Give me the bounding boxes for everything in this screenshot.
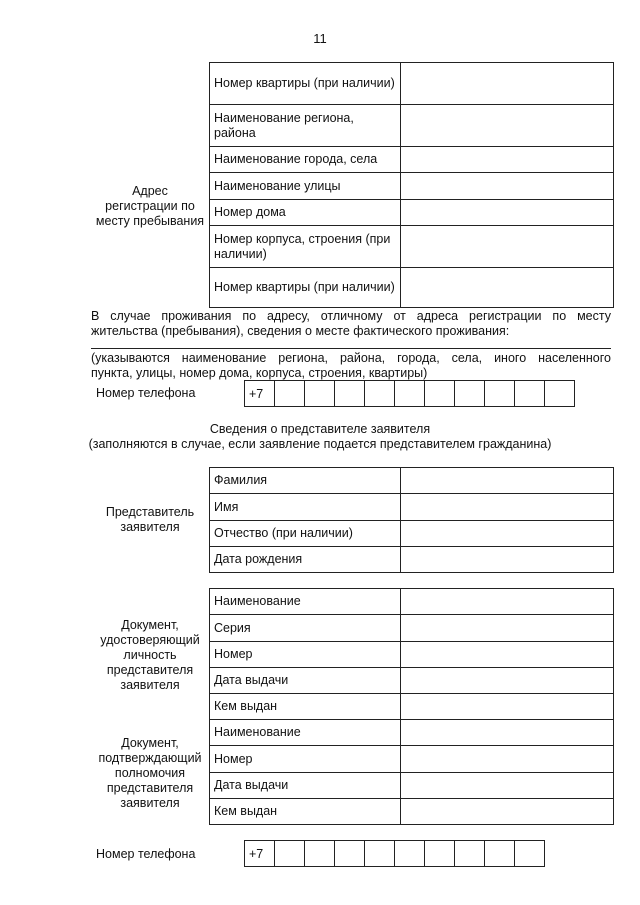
phone-digit-box[interactable] (485, 841, 515, 867)
side-label-line: Документ, (121, 736, 179, 750)
phone-digit-box[interactable] (515, 381, 545, 407)
phone-digit-box[interactable] (305, 381, 335, 407)
representative-section-title: Сведения о представителе заявителя (209, 422, 431, 436)
phone-digit-box[interactable] (515, 841, 545, 867)
side-label-line: личность (123, 648, 177, 662)
side-label-line: регистрации по (105, 199, 195, 213)
side-label-line: подтверждающий (98, 751, 202, 765)
row-label: Номер дома (210, 200, 401, 226)
side-label-line: заявителя (120, 520, 180, 534)
row-label: Номер корпуса, строения (при наличии) (210, 226, 401, 268)
row-label: Наименование города, села (210, 147, 401, 173)
representative-section-subtitle: (заполняются в случае, если заявление подается представителем гражданина) (88, 437, 552, 451)
row-label: Дата выдачи (210, 668, 401, 694)
authority-doc-name-field[interactable] (401, 720, 614, 746)
street-field[interactable] (401, 173, 614, 200)
building-field[interactable] (401, 226, 614, 268)
side-label-line: представителя (106, 781, 194, 795)
phone-label: Номер телефона (96, 386, 196, 400)
phone-prefix: +7 (245, 841, 275, 867)
row-label: Дата рождения (210, 547, 401, 573)
identity-doc-issue-date-field[interactable] (401, 668, 614, 694)
side-label-line: заявителя (120, 796, 180, 810)
phone-digit-box[interactable] (365, 381, 395, 407)
house-number-field[interactable] (401, 200, 614, 226)
row-label: Наименование улицы (210, 173, 401, 200)
phone-digit-box[interactable] (275, 841, 305, 867)
surname-field[interactable] (401, 468, 614, 494)
row-label: Дата выдачи (210, 773, 401, 799)
authority-doc-issue-date-field[interactable] (401, 773, 614, 799)
authority-doc-issued-by-field[interactable] (401, 799, 614, 825)
address-stay-table (209, 62, 614, 308)
actual-residence-line[interactable] (91, 348, 611, 349)
actual-residence-line1: В случае проживания по адресу, отличному от адреса регистрации по месту (91, 309, 611, 323)
row-label: Наименование (210, 720, 401, 746)
side-label-line: удостоверяющий (100, 633, 200, 647)
phone-digit-box[interactable] (425, 841, 455, 867)
side-label-line: заявителя (120, 678, 180, 692)
phone-digit-box[interactable] (395, 841, 425, 867)
row-label: Наименование (210, 589, 401, 615)
identity-doc-side-label (92, 618, 208, 693)
phone-input-boxes (244, 380, 575, 407)
side-label-line: представителя (106, 663, 194, 677)
patronymic-field[interactable] (401, 521, 614, 547)
row-label: Имя (210, 494, 401, 521)
apartment-field[interactable] (401, 268, 614, 308)
side-label-line: Документ, (121, 618, 179, 632)
row-label: Кем выдан (210, 694, 401, 720)
page-number: 11 (313, 31, 327, 46)
phone-input-boxes (244, 840, 545, 867)
phone-digit-box[interactable] (335, 381, 365, 407)
side-label-line: полномочия (114, 766, 186, 780)
representative-table (209, 467, 614, 573)
row-label: Номер (210, 642, 401, 668)
identity-doc-issued-by-field[interactable] (401, 694, 614, 720)
phone-digit-box[interactable] (455, 381, 485, 407)
phone-digit-box[interactable] (275, 381, 305, 407)
region-field[interactable] (401, 105, 614, 147)
phone-digit-box[interactable] (365, 841, 395, 867)
row-label: Номер квартиры (при наличии) (210, 268, 401, 308)
row-label: Кем выдан (210, 799, 401, 825)
side-label-line: Представитель (105, 505, 195, 519)
row-label: Номер квартиры (при наличии) (210, 63, 401, 105)
birth-date-field[interactable] (401, 547, 614, 573)
phone-digit-box[interactable] (335, 841, 365, 867)
phone-digit-box[interactable] (545, 381, 575, 407)
actual-residence-line2: жительства (пребывания), сведения о месте фактического проживания: (91, 324, 510, 338)
authority-doc-number-field[interactable] (401, 746, 614, 773)
side-label-line: месту пребывания (95, 214, 205, 228)
phone-prefix: +7 (245, 381, 275, 407)
name-field[interactable] (401, 494, 614, 521)
side-label-line: Адрес (132, 184, 168, 198)
actual-residence-hint-line1: (указываются наименование региона, района, города, села, иного населенного (91, 351, 611, 365)
apartment-number-field-prev[interactable] (401, 63, 614, 105)
city-field[interactable] (401, 147, 614, 173)
phone-label: Номер телефона (96, 847, 196, 861)
row-label: Наименование региона, района (210, 105, 401, 147)
row-label: Номер (210, 746, 401, 773)
identity-doc-number-field[interactable] (401, 642, 614, 668)
representative-side-label (92, 505, 208, 535)
documents-table (209, 588, 614, 825)
row-label: Отчество (при наличии) (210, 521, 401, 547)
address-stay-side-label (92, 184, 208, 229)
actual-residence-hint-line2: пункта, улицы, номер дома, корпуса, строения, квартиры) (91, 366, 428, 380)
identity-doc-series-field[interactable] (401, 615, 614, 642)
phone-digit-box[interactable] (455, 841, 485, 867)
phone-digit-box[interactable] (395, 381, 425, 407)
authority-doc-side-label (92, 736, 208, 811)
phone-digit-box[interactable] (305, 841, 335, 867)
phone-digit-box[interactable] (425, 381, 455, 407)
row-label: Фамилия (210, 468, 401, 494)
row-label: Серия (210, 615, 401, 642)
identity-doc-name-field[interactable] (401, 589, 614, 615)
phone-digit-box[interactable] (485, 381, 515, 407)
